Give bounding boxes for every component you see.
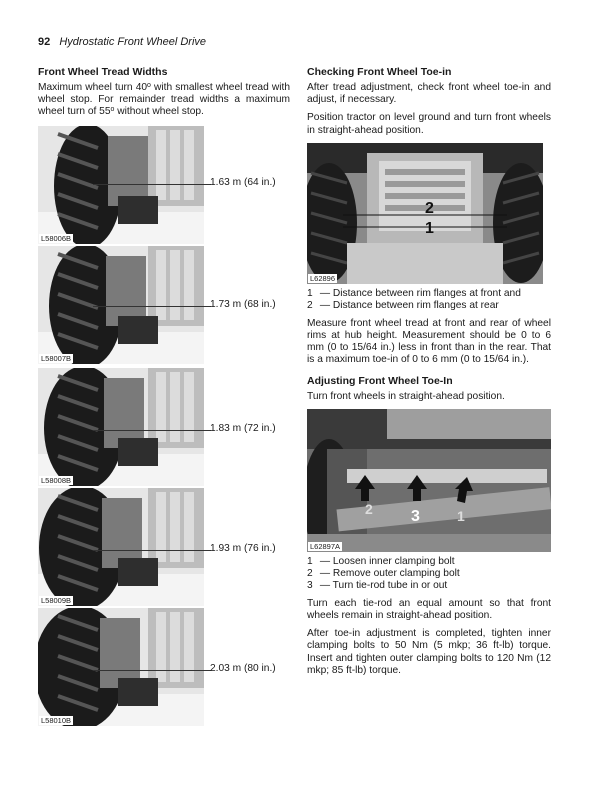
- tread-width-label: 2.03 m (80 in.): [210, 663, 276, 674]
- toe-adjust-para-1: Turn front wheels in straight-ahead position.: [307, 390, 505, 402]
- tread-measure-line: [93, 670, 211, 671]
- tread-row: [38, 488, 298, 606]
- legend-item: 2 — Distance between rim flanges at rear: [307, 299, 499, 311]
- photo-id: L58010B: [41, 716, 72, 725]
- toe-check-para-2: Position tractor on level ground and turn front wheels in straight-ahead position.: [307, 112, 551, 136]
- tread-widths-intro: Maximum wheel turn 40$^o$ with smallest wheel tread with wheel stop. For remainder tread widths a maximum wheel turn of 55$^o$ without wheel stop.: [38, 82, 290, 118]
- toe-check-para-1: After tread adjustment, check front wheel toe-in and adjust, if necessary.: [307, 82, 551, 106]
- tread-measure-line: [93, 306, 211, 307]
- tread-row: [38, 246, 298, 364]
- tread-row: [38, 368, 298, 486]
- toe-adjust-para-2: Turn each tie-rod an equal amount so that front wheels remain in straight-ahead position.: [307, 597, 551, 622]
- legend-item: 2 — Remove outer clamping bolt: [307, 567, 460, 579]
- tie-rod-image: [307, 409, 551, 552]
- tread-measure-line: [93, 430, 211, 431]
- tread-widths-heading: Front Wheel Tread Widths: [38, 66, 168, 78]
- toe-adjust-para-3: After toe-in adjustment is completed, tighten inner clamping bolts to 50 Nm (5 mkp; 36 ft-lb) torque. Insert and tighten outer clamping bolts to 120 Nm (12 mkp; 85 ft-lb) torque.: [307, 628, 551, 676]
- tread-width-label: 1.83 m (72 in.): [210, 423, 276, 434]
- tread-width-label: 1.63 m (64 in.): [210, 177, 276, 188]
- tread-row: [38, 126, 298, 244]
- callout-2: 2: [365, 500, 373, 517]
- photo-id: L58007B: [41, 354, 72, 363]
- toe-check-photo: [307, 143, 543, 284]
- tread-photo: [38, 126, 204, 244]
- tread-width-label: 1.93 m (76 in.): [210, 543, 276, 554]
- right-column: [307, 66, 551, 683]
- tread-measure-line: [93, 184, 211, 185]
- callout-1: 1: [425, 219, 434, 237]
- tread-row: [38, 608, 298, 726]
- photo-id: L62897A: [310, 541, 341, 551]
- tread-width-label: 1.73 m (68 in.): [210, 299, 276, 310]
- photo-id: L58009B: [41, 596, 72, 605]
- tread-measure-line: [93, 550, 211, 551]
- photo-id: L58008B: [41, 476, 72, 485]
- photo-id: L58006B: [41, 234, 72, 243]
- tread-photo: [38, 368, 204, 486]
- photo-id: L62896: [310, 273, 336, 283]
- callout-1: 1: [457, 507, 465, 524]
- callout-2: 2: [425, 199, 434, 217]
- toe-adjust-heading: Adjusting Front Wheel Toe-In: [307, 374, 453, 387]
- legend-item: 1 — Distance between rim flanges at front and: [307, 287, 521, 299]
- tread-photo: [38, 488, 204, 606]
- toe-check-heading: Checking Front Wheel Toe-in: [307, 66, 452, 78]
- page-header: [38, 36, 206, 48]
- tread-photo: [38, 608, 204, 726]
- toe-check-legend: [307, 288, 551, 312]
- toe-adjust-photo: [307, 409, 551, 552]
- page-number: 92: [38, 36, 51, 48]
- left-column: [38, 66, 290, 125]
- legend-item: 1 — Loosen inner clamping bolt: [307, 555, 455, 567]
- callout-3: 3: [411, 507, 420, 525]
- toe-adjust-legend: [307, 556, 551, 592]
- tread-photo: [38, 246, 204, 364]
- legend-item: 3 — Turn tie-rod tube in or out: [307, 579, 448, 591]
- tractor-front-image: [307, 143, 543, 284]
- toe-check-para-3: Measure front wheel tread at front and rear of wheel rims at hub height. Measurement should be 0 to 6 mm (0 to 15/64 in.) less in front than in the rear. That is a maximum toe-in of 0 to 6 mm (0 to 15/64 in.).: [307, 317, 551, 366]
- running-title: Hydrostatic Front Wheel Drive: [59, 36, 207, 48]
